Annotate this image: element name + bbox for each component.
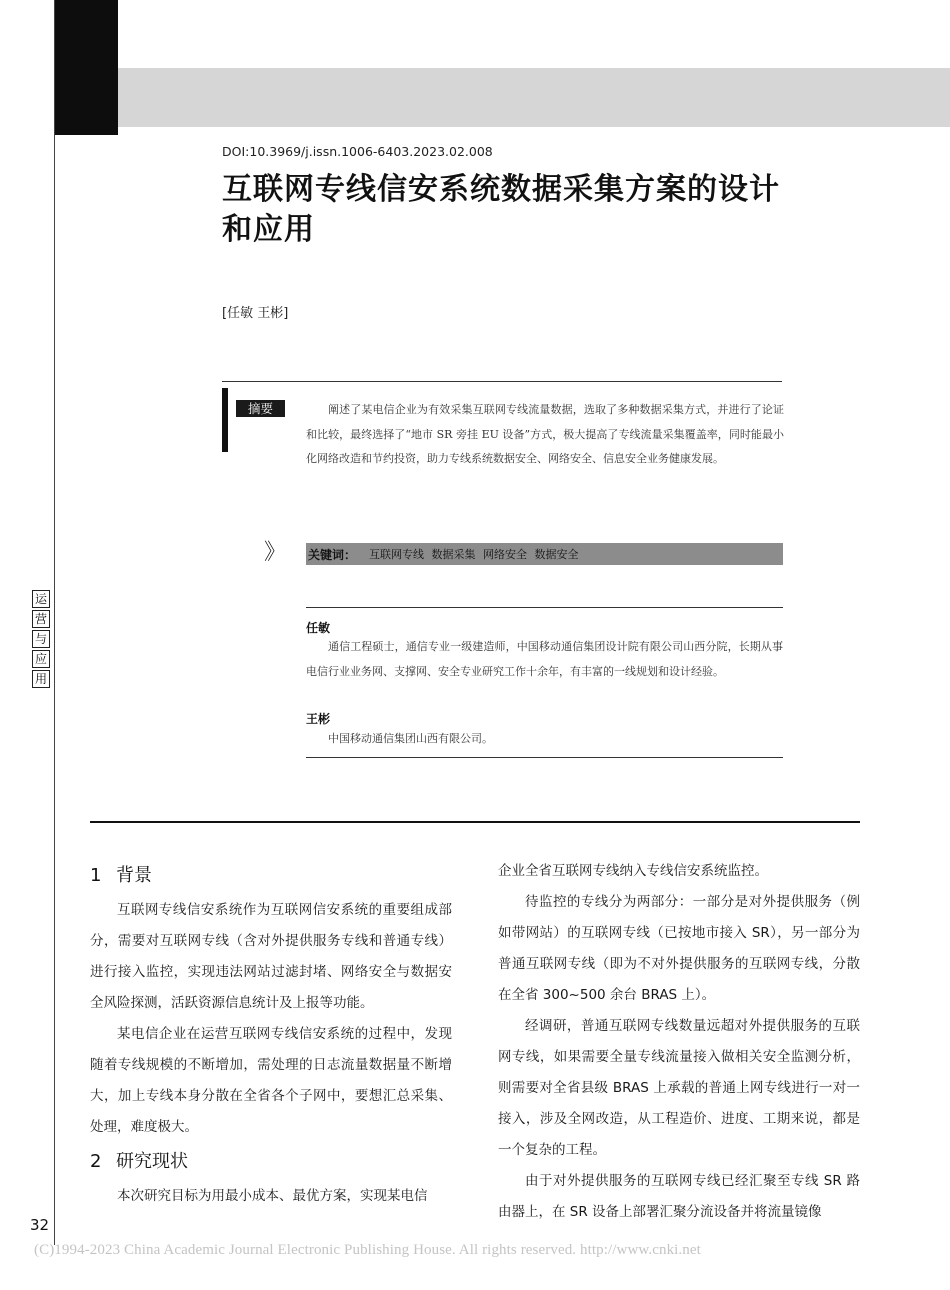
bio-bottom-rule bbox=[306, 757, 783, 758]
right-column bbox=[498, 856, 860, 1228]
bio-text-2: 中国移动通信集团山西有限公司。 bbox=[328, 732, 493, 745]
copyright-footer[interactable]: (C)1994-2023 China Academic Journal Electronic Publishing House. All rights reserved. http://www.cnki.net bbox=[34, 1242, 701, 1258]
abstract-side-bar bbox=[222, 388, 228, 452]
section-heading-2: 2 研究现状 bbox=[90, 1151, 188, 1172]
page-number: 32 bbox=[30, 1216, 50, 1234]
abstract-text: 阐述了某电信企业为有效采集互联网专线流量数据，选取了多种数据采集方式，并进行了论证和比较，最终选择了“地市 SR 旁挂 EU 设备”方式，极大提高了专线流量采集覆盖率，同时能最小化网络改造和节约投资，助力专线系统数据安全、网络安全、信息安全业务健康发展。 bbox=[306, 403, 784, 465]
section-heading-1: 1 背景 bbox=[90, 865, 152, 886]
side-label-char: 运 bbox=[32, 590, 50, 608]
section-side-label bbox=[32, 590, 50, 690]
side-label-char: 与 bbox=[32, 630, 50, 648]
bio-name-2: 王彬 bbox=[306, 712, 331, 726]
bio-top-rule bbox=[306, 607, 783, 608]
bio-text-1: 通信工程硕士，通信专业一级建造师，中国移动通信集团设计院有限公司山西分院，长期从事电信行业业务网、支撑网、安全专业研究工作十余年，有丰富的一线规划和设计经验。 bbox=[306, 640, 783, 678]
header-black-block bbox=[54, 0, 118, 135]
double-chevron-icon: 》 bbox=[264, 540, 287, 565]
bio-name-1: 任敏 bbox=[306, 621, 331, 635]
left-column bbox=[90, 857, 452, 1212]
margin-vertical-rule bbox=[54, 0, 55, 1245]
paragraph: 企业全省互联网专线纳入专线信安系统监控。 bbox=[498, 863, 768, 879]
keywords-text: 互联网专线 数据采集 网络安全 数据安全 bbox=[369, 548, 579, 561]
side-label-char: 用 bbox=[32, 670, 50, 688]
side-label-char: 应 bbox=[32, 650, 50, 668]
paragraph: 互联网专线信安系统作为互联网信安系统的重要组成部分，需要对互联网专线（含对外提供服务专线和普通专线）进行接入监控，实现违法网站过滤封堵、网络安全与数据安全风险探测，活跃资源信息统计及上报等功能。 bbox=[90, 902, 452, 1011]
paragraph: 待监控的专线分为两部分：一部分是对外提供服务（例如带网站）的互联网专线（已按地市接入 SR），另一部分为普通互联网专线（即为不对外提供服务的互联网专线，分散在全省 300~500 余台 BRAS 上）。 bbox=[498, 894, 860, 1003]
article-title: 互联网专线信安系统数据采集方案的设计和应用 bbox=[222, 172, 780, 247]
paragraph: 某电信企业在运营互联网专线信安系统的过程中，发现随着专线规模的不断增加，需处理的日志流量数据量不断增大，加上专线本身分散在全省各个子网中，要想汇总采集、处理，难度极大。 bbox=[90, 1026, 452, 1135]
keywords-label: 关键词： bbox=[308, 548, 357, 562]
side-label-char: 营 bbox=[32, 610, 50, 628]
header-gray-band bbox=[118, 68, 950, 127]
paragraph: 经调研，普通互联网专线数量远超对外提供服务的互联网专线，如果需要全量专线流量接入做相关安全监测分析，则需要对全省县级 BRAS 上承载的普通上网专线进行一对一接入，涉及全网改造，从工程造价、进度、工期来说，都是一个复杂的工程。 bbox=[498, 1018, 860, 1158]
paragraph: 由于对外提供服务的互联网专线已经汇聚至专线 SR 路由器上，在 SR 设备上部署汇聚分流设备并将流量镜像 bbox=[498, 1173, 860, 1220]
doi-line[interactable]: DOI:10.3969/j.issn.1006-6403.2023.02.008 bbox=[222, 144, 493, 159]
body-top-rule bbox=[90, 821, 860, 823]
paragraph: 本次研究目标为用最小成本、最优方案，实现某电信 bbox=[117, 1188, 428, 1204]
authors: [任敏 王彬] bbox=[222, 306, 289, 321]
abstract-top-rule bbox=[222, 381, 782, 382]
abstract-label: 摘要 bbox=[236, 400, 285, 417]
